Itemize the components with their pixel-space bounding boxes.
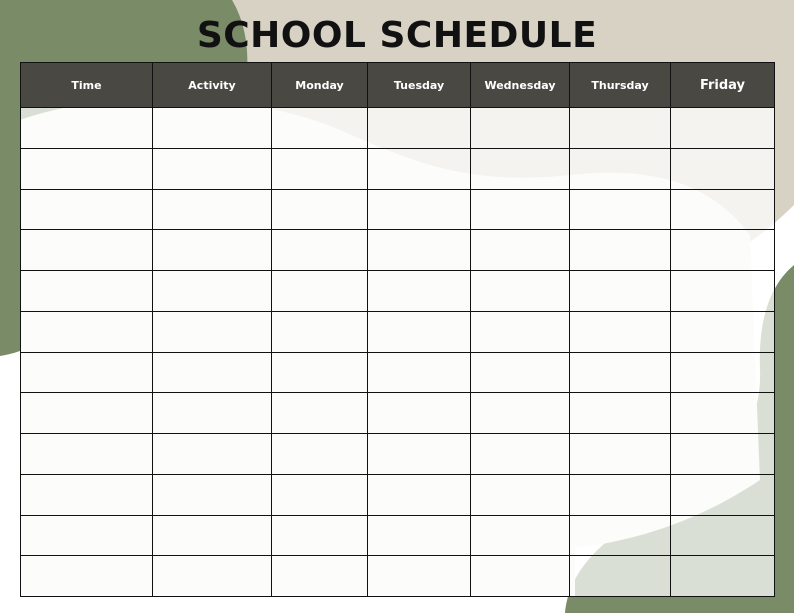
- cell-time[interactable]: [21, 515, 153, 556]
- cell-wednesday[interactable]: [471, 556, 570, 597]
- cell-wednesday[interactable]: [471, 515, 570, 556]
- cell-monday[interactable]: [272, 108, 368, 149]
- cell-wednesday[interactable]: [471, 352, 570, 393]
- cell-friday[interactable]: [671, 434, 775, 475]
- cell-wednesday[interactable]: [471, 271, 570, 312]
- cell-thursday[interactable]: [570, 434, 671, 475]
- cell-activity[interactable]: [153, 352, 272, 393]
- table-row: [21, 311, 775, 352]
- table-row: [21, 515, 775, 556]
- cell-activity[interactable]: [153, 393, 272, 434]
- table-row: [21, 474, 775, 515]
- cell-friday[interactable]: [671, 148, 775, 189]
- cell-time[interactable]: [21, 108, 153, 149]
- cell-monday[interactable]: [272, 474, 368, 515]
- column-header-activity: Activity: [153, 63, 272, 108]
- cell-thursday[interactable]: [570, 311, 671, 352]
- cell-time[interactable]: [21, 271, 153, 312]
- cell-monday[interactable]: [272, 393, 368, 434]
- column-header-time: Time: [21, 63, 153, 108]
- cell-friday[interactable]: [671, 311, 775, 352]
- table-row: [21, 556, 775, 597]
- cell-monday[interactable]: [272, 556, 368, 597]
- cell-activity[interactable]: [153, 311, 272, 352]
- cell-thursday[interactable]: [570, 352, 671, 393]
- cell-activity[interactable]: [153, 434, 272, 475]
- cell-time[interactable]: [21, 230, 153, 271]
- cell-tuesday[interactable]: [368, 148, 471, 189]
- cell-thursday[interactable]: [570, 108, 671, 149]
- cell-activity[interactable]: [153, 148, 272, 189]
- cell-friday[interactable]: [671, 556, 775, 597]
- cell-friday[interactable]: [671, 352, 775, 393]
- cell-thursday[interactable]: [570, 556, 671, 597]
- cell-time[interactable]: [21, 556, 153, 597]
- cell-thursday[interactable]: [570, 393, 671, 434]
- cell-activity[interactable]: [153, 474, 272, 515]
- cell-activity[interactable]: [153, 230, 272, 271]
- table-row: [21, 393, 775, 434]
- cell-tuesday[interactable]: [368, 230, 471, 271]
- cell-monday[interactable]: [272, 189, 368, 230]
- cell-thursday[interactable]: [570, 148, 671, 189]
- cell-monday[interactable]: [272, 515, 368, 556]
- table-row: [21, 434, 775, 475]
- table-row: [21, 189, 775, 230]
- schedule-table: [20, 62, 775, 597]
- cell-wednesday[interactable]: [471, 230, 570, 271]
- cell-tuesday[interactable]: [368, 352, 471, 393]
- cell-activity[interactable]: [153, 515, 272, 556]
- cell-wednesday[interactable]: [471, 148, 570, 189]
- cell-tuesday[interactable]: [368, 393, 471, 434]
- cell-wednesday[interactable]: [471, 311, 570, 352]
- cell-thursday[interactable]: [570, 230, 671, 271]
- column-header-friday: Friday: [671, 63, 775, 108]
- cell-time[interactable]: [21, 189, 153, 230]
- cell-tuesday[interactable]: [368, 515, 471, 556]
- cell-friday[interactable]: [671, 108, 775, 149]
- column-header-tuesday: Tuesday: [368, 63, 471, 108]
- cell-tuesday[interactable]: [368, 434, 471, 475]
- cell-friday[interactable]: [671, 515, 775, 556]
- cell-time[interactable]: [21, 352, 153, 393]
- cell-tuesday[interactable]: [368, 108, 471, 149]
- cell-tuesday[interactable]: [368, 189, 471, 230]
- cell-friday[interactable]: [671, 474, 775, 515]
- cell-activity[interactable]: [153, 556, 272, 597]
- cell-activity[interactable]: [153, 108, 272, 149]
- cell-monday[interactable]: [272, 352, 368, 393]
- column-header-thursday: Thursday: [570, 63, 671, 108]
- cell-wednesday[interactable]: [471, 474, 570, 515]
- cell-friday[interactable]: [671, 230, 775, 271]
- cell-wednesday[interactable]: [471, 434, 570, 475]
- cell-activity[interactable]: [153, 189, 272, 230]
- cell-thursday[interactable]: [570, 271, 671, 312]
- cell-monday[interactable]: [272, 434, 368, 475]
- table-row: [21, 271, 775, 312]
- cell-thursday[interactable]: [570, 515, 671, 556]
- table-row: [21, 108, 775, 149]
- cell-tuesday[interactable]: [368, 474, 471, 515]
- column-header-monday: Monday: [272, 63, 368, 108]
- cell-thursday[interactable]: [570, 474, 671, 515]
- cell-activity[interactable]: [153, 271, 272, 312]
- cell-monday[interactable]: [272, 148, 368, 189]
- page-title: SCHOOL SCHEDULE: [196, 15, 598, 56]
- table-row: [21, 352, 775, 393]
- cell-time[interactable]: [21, 393, 153, 434]
- cell-time[interactable]: [21, 434, 153, 475]
- cell-tuesday[interactable]: [368, 311, 471, 352]
- cell-friday[interactable]: [671, 189, 775, 230]
- cell-time[interactable]: [21, 311, 153, 352]
- cell-friday[interactable]: [671, 393, 775, 434]
- cell-time[interactable]: [21, 474, 153, 515]
- table-row: [21, 148, 775, 189]
- cell-wednesday[interactable]: [471, 108, 570, 149]
- table-row: [21, 230, 775, 271]
- cell-monday[interactable]: [272, 271, 368, 312]
- cell-tuesday[interactable]: [368, 556, 471, 597]
- header-row: [21, 63, 775, 108]
- cell-wednesday[interactable]: [471, 393, 570, 434]
- cell-wednesday[interactable]: [471, 189, 570, 230]
- cell-friday[interactable]: [671, 271, 775, 312]
- cell-monday[interactable]: [272, 230, 368, 271]
- cell-monday[interactable]: [272, 311, 368, 352]
- column-header-wednesday: Wednesday: [471, 63, 570, 108]
- cell-thursday[interactable]: [570, 189, 671, 230]
- cell-tuesday[interactable]: [368, 271, 471, 312]
- cell-time[interactable]: [21, 148, 153, 189]
- schedule-body: [21, 108, 775, 597]
